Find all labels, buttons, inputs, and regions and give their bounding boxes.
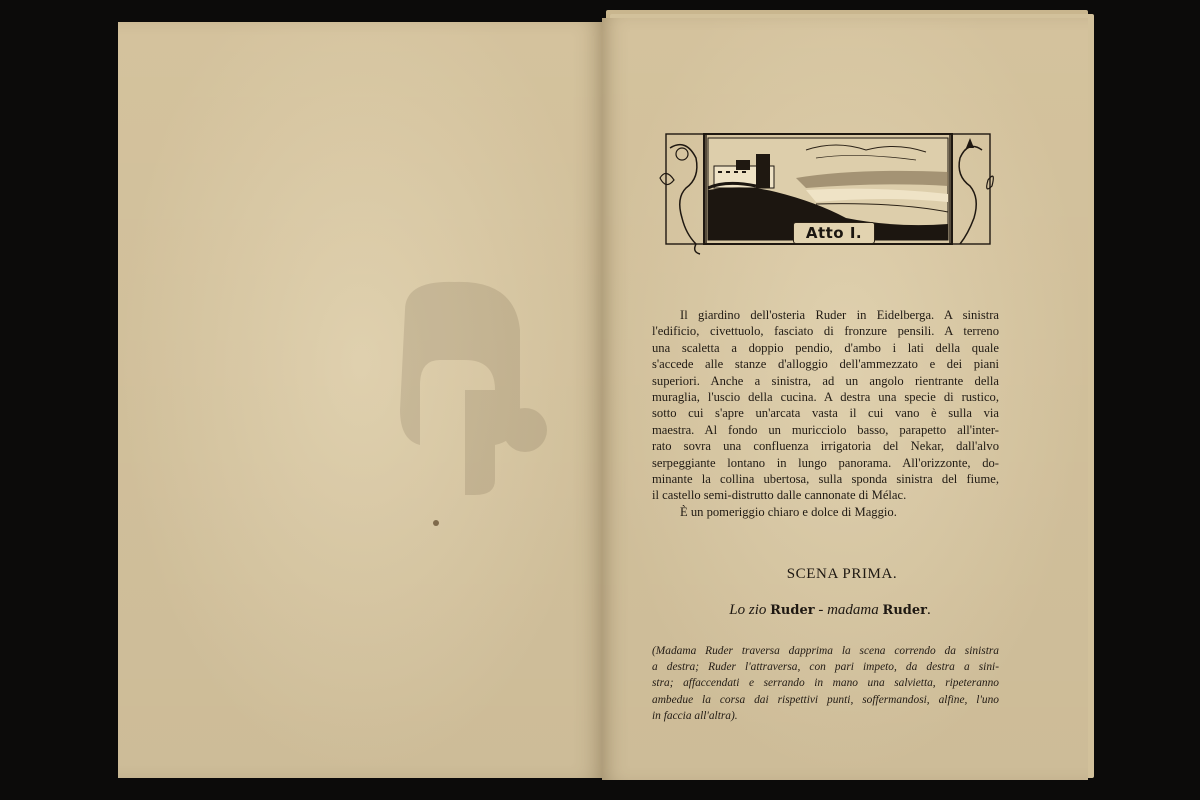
text-line: È un pomeriggio chiaro e dolce di Maggio.: [680, 504, 897, 519]
text-line: muraglia, l'uscio della cucina. A destra una specie di rustico,: [652, 390, 999, 405]
text-line: rato sovra una confluenza irrigatoria del Nekar, dall'alvo: [652, 439, 999, 454]
characters-prefix: Lo zio: [729, 602, 771, 618]
text-line: maestra. Al fondo un muricciolo basso, parapetto all'inter-: [652, 422, 999, 437]
act-label: Atto I.: [793, 222, 875, 244]
direction-line: a destra; Ruder l'attraversa, con pari impeto, da destra a sini-: [652, 661, 999, 674]
stage-description: [652, 307, 999, 520]
text-line: serpeggiante lontano in lungo panorama. All'orizzonte, do-: [652, 455, 999, 470]
text-line: superiori. Anche a sinistra, ad un angolo rientrante della: [652, 373, 999, 388]
characters-separator: - madama: [814, 602, 883, 618]
direction-line: (Madama Ruder traversa dapprima la scena correndo da sinistra: [652, 645, 999, 657]
text-line: Il giardino dell'osteria Ruder in Eidelberga. A sinistra: [680, 308, 999, 322]
bleed-through-logo: [345, 270, 575, 500]
text-line: minante la collina ubertosa, sulla sponda sinistra del fiume,: [652, 472, 999, 487]
scene-title: SCENA PRIMA.: [786, 566, 898, 582]
character-list: [680, 602, 980, 619]
characters-suffix: .: [926, 602, 931, 618]
paper-stain: [433, 520, 439, 526]
stage-direction: [652, 643, 999, 724]
text-line: sotto cui s'apre un'arcata vasta il cui vano è sulla via: [652, 406, 999, 421]
text-line: s'accede alle stanze d'alloggio dell'ammezzato e dei piani: [652, 357, 999, 372]
direction-line: ambedue la corsa dai rispettivi punti, soffermandosi, alfine, l'uno: [652, 693, 999, 706]
character-name: Ruder: [770, 603, 815, 618]
text-line: l'edificio, civettuolo, fasciato di fronzure pensili. A terreno: [652, 324, 999, 339]
direction-line: in faccia all'altra).: [652, 709, 738, 722]
text-line: una scaletta a doppio pendio, d'ambo i lati della quale: [652, 340, 999, 355]
character-name: Ruder: [882, 603, 927, 618]
direction-line: stra; affaccendati e serrando in mano una salvietta, ripeteranno: [652, 677, 999, 690]
text-line: il castello semi-distrutto dalle cannonate di Mélac.: [652, 488, 907, 503]
